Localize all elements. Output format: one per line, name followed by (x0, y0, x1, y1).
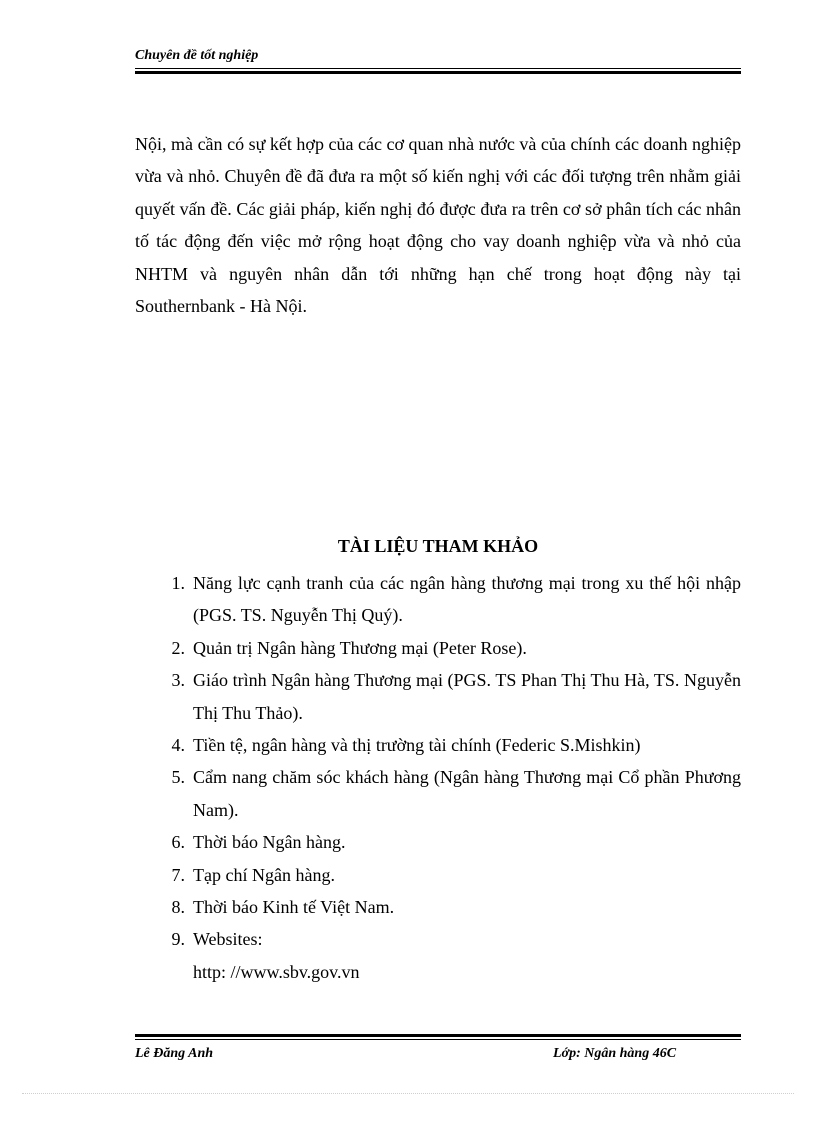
reference-text: Thời báo Kinh tế Việt Nam. (193, 897, 395, 918)
reference-item (135, 567, 741, 632)
references-list (135, 567, 741, 988)
reference-number: 6. (171, 832, 185, 853)
reference-item (135, 891, 741, 923)
footer-rule (135, 1034, 741, 1040)
reference-text: Quản trị Ngân hàng Thương mại (Peter Rose). (193, 637, 527, 658)
reference-item (135, 761, 741, 826)
reference-number: 7. (171, 864, 185, 885)
reference-text: Tiền tệ, ngân hàng và thị trường tài chính (Federic S.Mishkin) (193, 735, 641, 756)
reference-item (135, 632, 741, 664)
reference-item (135, 859, 741, 891)
reference-number: 8. (171, 897, 185, 918)
footer-class-label: Lớp: Ngân hàng 46C (553, 1046, 677, 1061)
reference-text: Năng lực cạnh tranh của các ngân hàng thương mại trong xu thế hội nhập (PGS. TS. Nguyễn Thị Quý). (193, 573, 741, 626)
reference-text: Cẩm nang chăm sóc khách hàng (Ngân hàng Thương mại Cổ phần Phương Nam). (193, 767, 741, 820)
body-paragraph: Nội, mà cần có sự kết hợp của các cơ quan nhà nước và của chính các doanh nghiệp vừa và nhỏ. Chuyên đề đã đưa ra một số kiến nghị với các đối tượng trên nhằm giải quyết vấn đề. Các giải pháp, kiến nghị đó được đưa ra trên cơ sở phân tích các nhân tố tác động đến việc mở rộng hoạt động cho vay doanh nghiệp vừa và nhỏ của NHTM và nguyên nhân dẫn tới những hạn chế trong hoạt động này tại Southernbank - Hà Nội. (135, 134, 741, 317)
reference-number: 5. (171, 767, 185, 788)
reference-number: 3. (171, 670, 185, 691)
reference-item (135, 729, 741, 761)
reference-text: Tạp chí Ngân hàng. (193, 864, 335, 885)
references-heading: TÀI LIỆU THAM KHẢO (337, 536, 539, 556)
page-edge-divider (22, 1093, 794, 1094)
header-title: Chuyên đề tốt nghiệp (135, 48, 259, 63)
reference-item (135, 826, 741, 858)
reference-number: 4. (171, 735, 185, 756)
reference-number: 9. (171, 929, 185, 950)
reference-text: Giáo trình Ngân hàng Thương mại (PGS. TS Phan Thị Thu Hà, TS. Nguyễn Thị Thu Thảo). (193, 670, 741, 723)
reference-number: 2. (171, 637, 185, 658)
header-rule (135, 68, 741, 74)
reference-text: Websites: (193, 929, 263, 950)
reference-number: 1. (171, 573, 185, 593)
reference-url-line (135, 956, 741, 988)
reference-item (135, 664, 741, 729)
reference-text: Thời báo Ngân hàng. (193, 832, 346, 853)
website-url[interactable]: http: //www.sbv.gov.vn (193, 961, 360, 982)
footer-author: Lê Đăng Anh (135, 1046, 214, 1061)
reference-item (135, 923, 741, 955)
